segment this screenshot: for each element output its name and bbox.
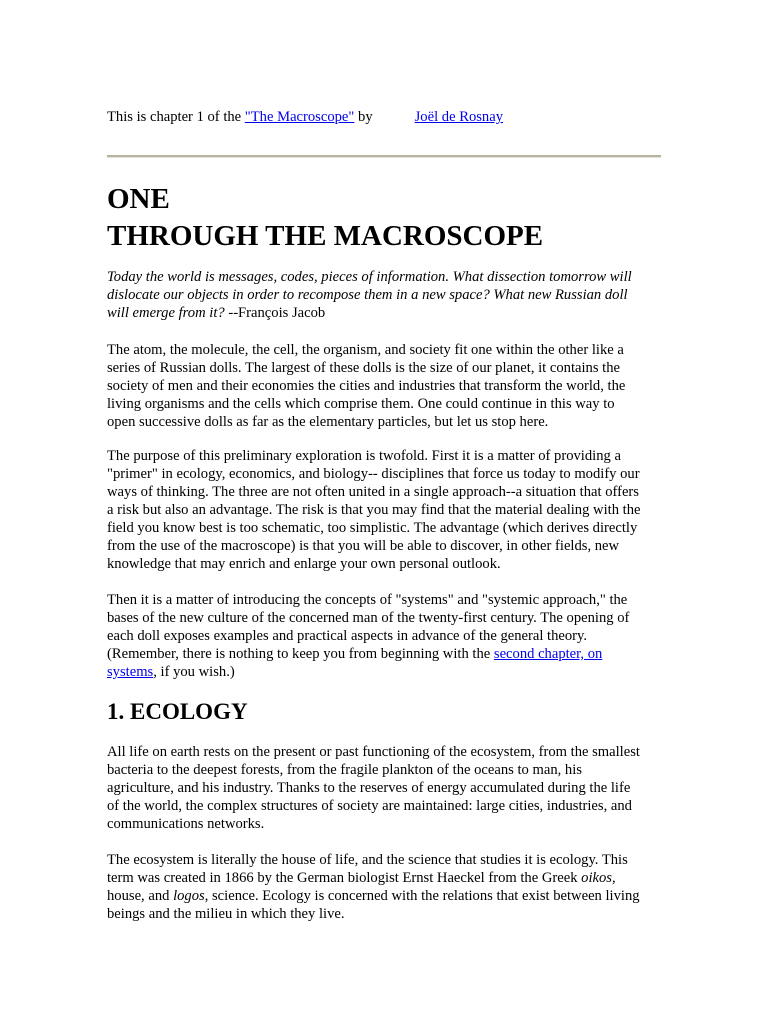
second-chapter-link[interactable]: second chapter, on — [493, 646, 603, 662]
chapter-title-number: ONE — [107, 183, 170, 215]
chapter-title-name: THROUGH THE MACROSCOPE — [107, 220, 544, 252]
second-chapter-link-continued[interactable]: systems — [107, 664, 154, 680]
author-link[interactable]: Joël de Rosnay — [414, 109, 503, 125]
paragraph-line: agriculture, and his industry. Thanks to the reserves of energy accumulated during the life — [107, 780, 631, 796]
epigraph — [107, 268, 662, 322]
section-heading-ecology: 1. ECOLOGY — [107, 699, 248, 724]
paragraph-line: knowledge that may enrich and enlarge your own personal outlook. — [107, 556, 501, 572]
house-text: house, and — [107, 888, 174, 904]
paragraph-line: All life on earth rests on the present or past functioning of the ecosystem, from the smallest — [107, 744, 640, 760]
paragraph-line: The ecosystem is literally the house of life, and the science that studies it is ecology. This — [107, 852, 628, 868]
paragraph-line: bases of the new culture of the concerned man of the twenty-first century. The opening of — [107, 610, 630, 626]
paragraph-line: living organisms and the cells which comprise them. One could continue in this way to — [107, 396, 615, 412]
paragraph-line: field you know best is too schematic, too simplistic. The advantage (which derives directly — [107, 520, 638, 536]
paragraph-line — [107, 869, 662, 887]
paragraph-line: a risk but also an advantage. The risk is that you may find that the material dealing with the — [107, 502, 641, 518]
chapter-intro — [107, 108, 662, 126]
paragraph-ecology-definition — [107, 851, 662, 923]
paragraph-line: "primer" in ecology, economics, and biology-- disciplines that force us today to modify our — [107, 466, 640, 482]
intro-prefix: This is chapter 1 of the — [107, 109, 245, 125]
paragraph-ecosystem-life — [107, 743, 662, 833]
oikos-term: oikos — [581, 870, 612, 886]
paragraph-line: Then it is a matter of introducing the concepts of "systems" and "systemic approach," the — [107, 592, 628, 608]
if-you-wish-text: , if you wish.) — [153, 664, 235, 680]
epigraph-line: dislocate our objects in order to recompose them in a new space? What new Russian doll — [107, 287, 628, 303]
paragraph-line: open successive dolls as far as the elementary particles, but let us stop here. — [107, 414, 549, 430]
paragraph-russian-dolls — [107, 341, 662, 431]
epigraph-last-line — [107, 304, 662, 322]
epigraph-attribution: --François Jacob — [224, 305, 326, 321]
epigraph-line: Today the world is messages, codes, pieces of information. What dissection tomorrow will — [107, 269, 632, 285]
paragraph-line: The atom, the molecule, the cell, the organism, and society fit one within the other like a — [107, 342, 624, 358]
paragraph-line: The purpose of this preliminary exploration is twofold. First it is a matter of providing a — [107, 448, 621, 464]
logos-term: logos — [173, 888, 205, 904]
haeckel-text: term was created in 1866 by the German biologist Ernst Haeckel from the Greek — [107, 870, 582, 886]
paragraph-systems — [107, 591, 662, 681]
paragraph-purpose — [107, 447, 662, 573]
paragraph-line: communications networks. — [107, 816, 265, 832]
science-text: , science. Ecology is concerned with the relations that exist between living — [204, 888, 640, 904]
epigraph-line: will emerge from it? — [107, 305, 225, 321]
paragraph-line — [107, 645, 662, 663]
paragraph-line: of the world, the complex structures of society are maintained: large cities, industries, and — [107, 798, 632, 814]
paragraph-line: each doll exposes examples and practical aspects in advance of the general theory. — [107, 628, 588, 644]
paragraph-line: bacteria to the deepest forests, from the fragile plankton of the oceans to man, his — [107, 762, 582, 778]
remember-text: (Remember, there is nothing to keep you from beginning with the — [107, 646, 494, 662]
intro-by: by — [354, 109, 373, 125]
paragraph-line: series of Russian dolls. The largest of these dolls is the size of our planet, it contains the — [107, 360, 620, 376]
paragraph-line: beings and the milieu in which they live. — [107, 906, 345, 922]
paragraph-line — [107, 887, 662, 905]
book-title-link[interactable]: "The Macroscope" — [244, 109, 355, 125]
chapter-title — [107, 181, 662, 255]
paragraph-line: from the use of the macroscope) is that you will be able to discover, in other fields, new — [107, 538, 620, 554]
paragraph-line: ways of thinking. The three are not often united in a single approach--a situation that offers — [107, 484, 639, 500]
paragraph-line — [107, 663, 662, 681]
paragraph-line: society of men and their economies the cities and industries that transform the world, the — [107, 378, 626, 394]
horizontal-rule — [107, 155, 661, 158]
comma-text: , — [611, 870, 616, 886]
